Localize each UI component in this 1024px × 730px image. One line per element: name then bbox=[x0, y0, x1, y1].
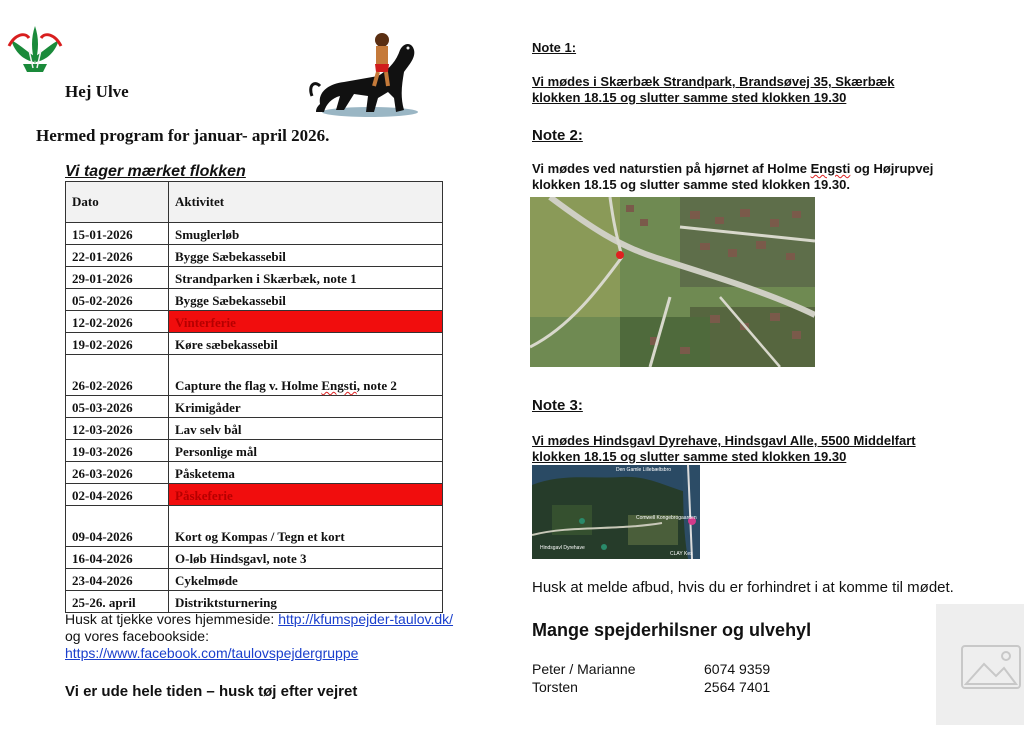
note1-line2: klokken 18.15 og slutter samme sted klokken 19.30 bbox=[532, 90, 847, 105]
scout-lily-logo bbox=[5, 20, 65, 78]
note2-engsti: Engsti bbox=[810, 161, 851, 176]
activity-cell: Personlige mål bbox=[169, 440, 443, 462]
note3-title: Note 3: bbox=[532, 397, 583, 414]
note2-line1 bbox=[532, 161, 933, 177]
satellite-map-graphic bbox=[532, 465, 700, 559]
regards: Mange spejderhilsner og ulvehyl bbox=[532, 620, 812, 640]
facebook-link[interactable]: https://www.facebook.com/taulovspejdergruppe bbox=[65, 645, 359, 661]
contact-name: Peter / Marianne bbox=[532, 661, 636, 677]
table-row bbox=[66, 333, 443, 355]
note1-line1: Vi mødes i Skærbæk Strandpark, Brandsøvej 35, Skærbæk bbox=[532, 74, 895, 89]
map2-label-park: Hindsgavl Dyrehave bbox=[540, 545, 585, 551]
date-cell: 19-02-2026 bbox=[66, 333, 169, 355]
note2-text bbox=[532, 161, 933, 193]
date-cell: 05-03-2026 bbox=[66, 396, 169, 418]
date-cell: 29-01-2026 bbox=[66, 267, 169, 289]
homepage-text: Husk at tjekke vores hjemmeside: bbox=[65, 611, 279, 627]
map2-label-hotel: Comwell Kongebrogaarden bbox=[636, 515, 697, 521]
homepage-link[interactable]: http://kfumspejder-taulov.dk/ bbox=[278, 611, 454, 627]
note2-title: Note 2: bbox=[532, 127, 583, 144]
table-caption: Vi tager mærket flokken bbox=[65, 163, 246, 180]
aerial-map-graphic bbox=[530, 197, 815, 367]
activity-cell: Capture the flag v. Holme Engsti, note 2 bbox=[169, 355, 443, 396]
schedule-table bbox=[65, 181, 443, 613]
satellite-map-hindsgavl bbox=[532, 465, 700, 559]
note1-text bbox=[532, 74, 894, 106]
activity-cell: Køre sæbekassebil bbox=[169, 333, 443, 355]
note1-title: Note 1: bbox=[532, 40, 577, 55]
date-cell: 15-01-2026 bbox=[66, 223, 169, 245]
table-row bbox=[66, 289, 443, 311]
activity-cell-holiday: Påskeferie bbox=[169, 484, 443, 506]
column-header-activity: Aktivitet bbox=[169, 182, 443, 223]
note2-line1-part: og Højrupvej bbox=[850, 161, 934, 176]
table-row bbox=[66, 418, 443, 440]
date-cell: 26-02-2026 bbox=[66, 355, 169, 396]
table-row bbox=[66, 484, 443, 506]
note3-line2: klokken 18.15 og slutter samme sted klokken 19.30 bbox=[532, 449, 847, 464]
activity-cell-holiday: Vinterferie bbox=[169, 311, 443, 333]
date-cell: 12-03-2026 bbox=[66, 418, 169, 440]
map2-label-bridge: Den Gamle Lillebæltsbro bbox=[616, 467, 672, 473]
column-header-date: Dato bbox=[66, 182, 169, 223]
note3-text bbox=[532, 433, 916, 465]
date-cell: 23-04-2026 bbox=[66, 569, 169, 591]
date-cell: 25-26. april bbox=[66, 591, 169, 613]
table-row bbox=[66, 440, 443, 462]
table-row bbox=[66, 506, 443, 547]
contact-phone: 6074 9359 bbox=[704, 661, 771, 677]
note3-line1: Vi mødes Hindsgavl Dyrehave, Hindsgavl Alle, 5500 Middelfart bbox=[532, 433, 916, 448]
activity-cell: Cykelmøde bbox=[169, 569, 443, 591]
table-row bbox=[66, 396, 443, 418]
date-cell: 12-02-2026 bbox=[66, 311, 169, 333]
activity-cell: Smuglerløb bbox=[169, 223, 443, 245]
homepage-line bbox=[65, 611, 453, 627]
table-header-row bbox=[66, 182, 443, 223]
date-cell: 05-02-2026 bbox=[66, 289, 169, 311]
map2-label-corner: CLAY Kes bbox=[670, 551, 693, 557]
image-placeholder bbox=[936, 604, 1024, 725]
date-cell: 26-03-2026 bbox=[66, 462, 169, 484]
activity-cell: Kort og Kompas / Tegn et kort bbox=[169, 506, 443, 547]
engsti-word: Engsti bbox=[321, 378, 357, 393]
weather-reminder: Vi er ude hele tiden – husk tøj efter vejret bbox=[65, 683, 358, 700]
activity-cell: Strandparken i Skærbæk, note 1 bbox=[169, 267, 443, 289]
greeting: Hej Ulve bbox=[65, 82, 129, 101]
contact-phone: 2564 7401 bbox=[704, 679, 771, 695]
facebook-text: og vores facebookside: bbox=[65, 628, 209, 644]
absence-reminder: Husk at melde afbud, hvis du er forhindret i at komme til mødet. bbox=[532, 579, 954, 596]
date-cell: 16-04-2026 bbox=[66, 547, 169, 569]
activity-cell: Påsketema bbox=[169, 462, 443, 484]
table-row bbox=[66, 223, 443, 245]
note2-line2: klokken 18.15 og slutter samme sted klokken 19.30. bbox=[532, 177, 850, 192]
aerial-map-holme-engsti bbox=[530, 197, 815, 367]
note2-line1-part: Vi mødes ved naturstien på hjørnet af Holme bbox=[532, 161, 811, 176]
table-row bbox=[66, 547, 443, 569]
date-cell: 02-04-2026 bbox=[66, 484, 169, 506]
activity-cell: Lav selv bål bbox=[169, 418, 443, 440]
program-title: Hermed program for januar- april 2026. bbox=[36, 126, 330, 145]
table-row bbox=[66, 462, 443, 484]
activity-cell: Krimigåder bbox=[169, 396, 443, 418]
table-row bbox=[66, 311, 443, 333]
table-row bbox=[66, 591, 443, 613]
date-cell: 09-04-2026 bbox=[66, 506, 169, 547]
table-row bbox=[66, 569, 443, 591]
table-row bbox=[66, 245, 443, 267]
date-cell: 19-03-2026 bbox=[66, 440, 169, 462]
activity-cell: Bygge Sæbekassebil bbox=[169, 245, 443, 267]
table-row bbox=[66, 355, 443, 396]
date-cell: 22-01-2026 bbox=[66, 245, 169, 267]
activity-cell: O-løb Hindsgavl, note 3 bbox=[169, 547, 443, 569]
activity-cell: Distriktsturnering bbox=[169, 591, 443, 613]
table-row bbox=[66, 267, 443, 289]
contact-name: Torsten bbox=[532, 679, 578, 695]
activity-cell: Bygge Sæbekassebil bbox=[169, 289, 443, 311]
image-placeholder-icon bbox=[936, 604, 1024, 725]
mowgli-on-panther-illustration bbox=[308, 26, 420, 121]
